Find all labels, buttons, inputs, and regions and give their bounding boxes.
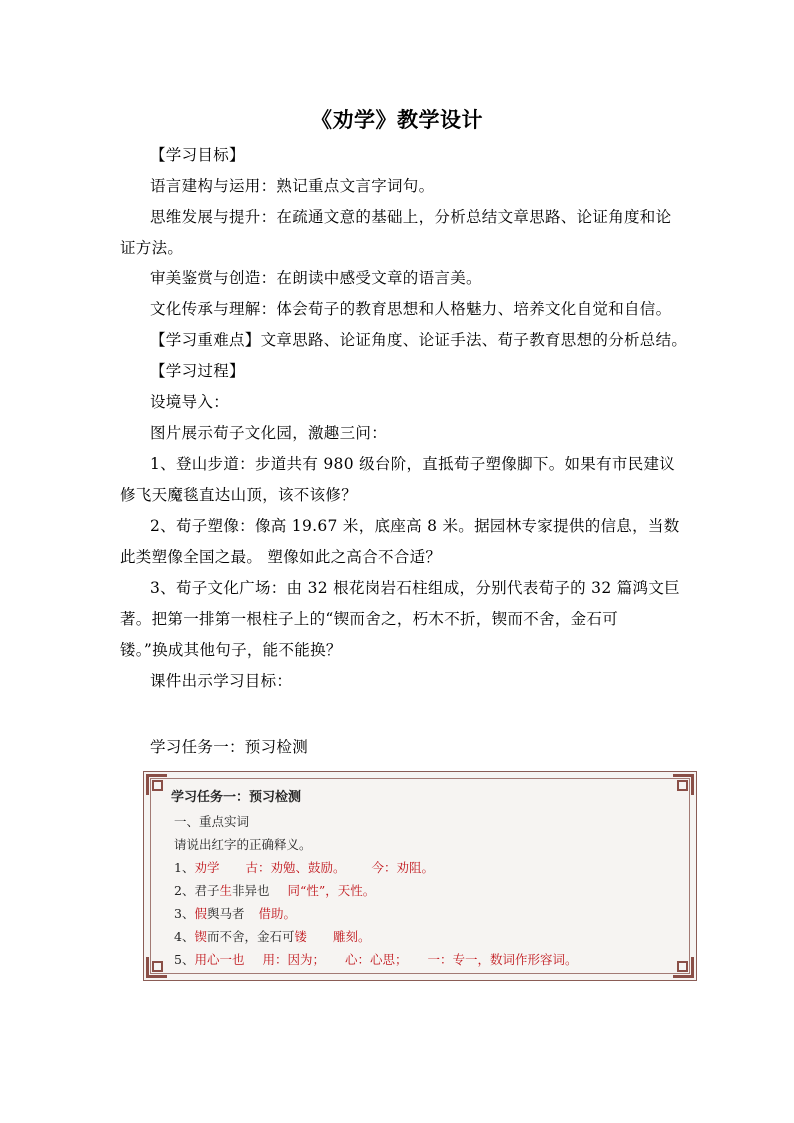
row-number: 3、 xyxy=(174,906,195,921)
red-word: 锲 xyxy=(194,929,207,944)
slide-row-1 xyxy=(174,860,434,876)
process-heading: 【学习过程】 xyxy=(150,362,245,380)
document-title: 《劝学》教学设计 xyxy=(311,107,483,132)
slide-row-4 xyxy=(174,929,371,945)
key-points: 【学习重难点】文章思路、论证角度、论证手法、荀子教育思想的分析总结。 xyxy=(150,331,688,349)
definition: 心：心思； xyxy=(344,952,408,967)
row-number: 2、 xyxy=(174,883,195,898)
phrase: 非异也 xyxy=(231,883,270,898)
phrase: 而不舍，金石可 xyxy=(206,929,295,944)
question3-line1: 3、荀子文化广场：由 32 根花岗岩石柱组成，分别代表荀子的 32 篇鸿文巨 xyxy=(150,579,680,597)
goal-thinking: 思维发展与提升：在疏通文意的基础上，分析总结文章思路、论证角度和论 xyxy=(150,208,672,226)
goal-culture: 文化传承与理解：体会荀子的教育思想和人格魅力、培养文化自觉和自信。 xyxy=(150,300,672,318)
corner-ornament xyxy=(146,957,167,978)
definition: 借助。 xyxy=(258,906,296,921)
phrase: 君子 xyxy=(194,883,220,898)
goal-aesthetic: 审美鉴赏与创造：在朗读中感受文章的语言美。 xyxy=(150,269,482,287)
question1-line1: 1、登山步道：步道共有 980 级台阶，直抵荀子塑像脚下。如果有市民建议 xyxy=(150,455,676,473)
row-number: 4、 xyxy=(174,929,195,944)
slide-instruction: 请说出红字的正确释义。 xyxy=(174,837,312,852)
definition: 一：专一，数词作形容词。 xyxy=(427,952,578,967)
show-goals: 课件出示学习目标： xyxy=(150,672,293,690)
definition: 古：劝勉、鼓励。 xyxy=(245,860,346,875)
question3-line2: 著。把第一排第一根柱子上的“锲而舍之，朽木不折，锲而不舍，金石可 xyxy=(120,610,619,628)
red-word: 假 xyxy=(194,906,207,921)
intro-text: 图片展示荀子文化园，激趣三问： xyxy=(150,424,388,442)
phrase: 舆马者 xyxy=(206,906,245,921)
red-word: 用心一也 xyxy=(194,952,245,967)
corner-ornament xyxy=(146,774,167,795)
row-number: 5、 xyxy=(174,952,195,967)
definition: 同“性”，天性。 xyxy=(287,883,376,898)
definition: 用：因为； xyxy=(262,952,325,967)
task1-heading: 学习任务一：预习检测 xyxy=(150,738,309,756)
corner-ornament xyxy=(673,957,694,978)
goal-thinking-cont: 证方法。 xyxy=(120,239,184,257)
red-word: 生 xyxy=(219,883,232,898)
question2-line1: 2、荀子塑像：像高 19.67 米，底座高 8 米。据园林专家提供的信息，当数 xyxy=(150,517,680,535)
goals-heading: 【学习目标】 xyxy=(150,146,245,164)
slide-row-2 xyxy=(174,883,375,899)
slide-title: 学习任务一：预习检测 xyxy=(171,790,302,805)
row-number: 1、 xyxy=(174,860,195,875)
red-word: 镂 xyxy=(294,929,307,944)
slide-row-3 xyxy=(174,906,296,922)
definition: 今：劝阻。 xyxy=(371,860,434,875)
slide-subheading: 一、重点实词 xyxy=(174,814,250,829)
intro-label: 设境导入： xyxy=(150,393,230,411)
red-word: 劝学 xyxy=(194,860,220,875)
question1-line2: 修飞天魔毯直达山顶，该不该修？ xyxy=(120,486,358,504)
slide-image xyxy=(143,771,697,981)
corner-ornament xyxy=(673,774,694,795)
question3-line3: 镂。”换成其他句子，能不能换？ xyxy=(120,641,342,659)
definition: 雕刻。 xyxy=(332,929,371,944)
question2-line2: 此类塑像全国之最。 塑像如此之高合不合适？ xyxy=(120,548,442,566)
goal-language: 语言建构与运用：熟记重点文言字词句。 xyxy=(150,177,435,195)
slide-row-5 xyxy=(174,952,577,968)
